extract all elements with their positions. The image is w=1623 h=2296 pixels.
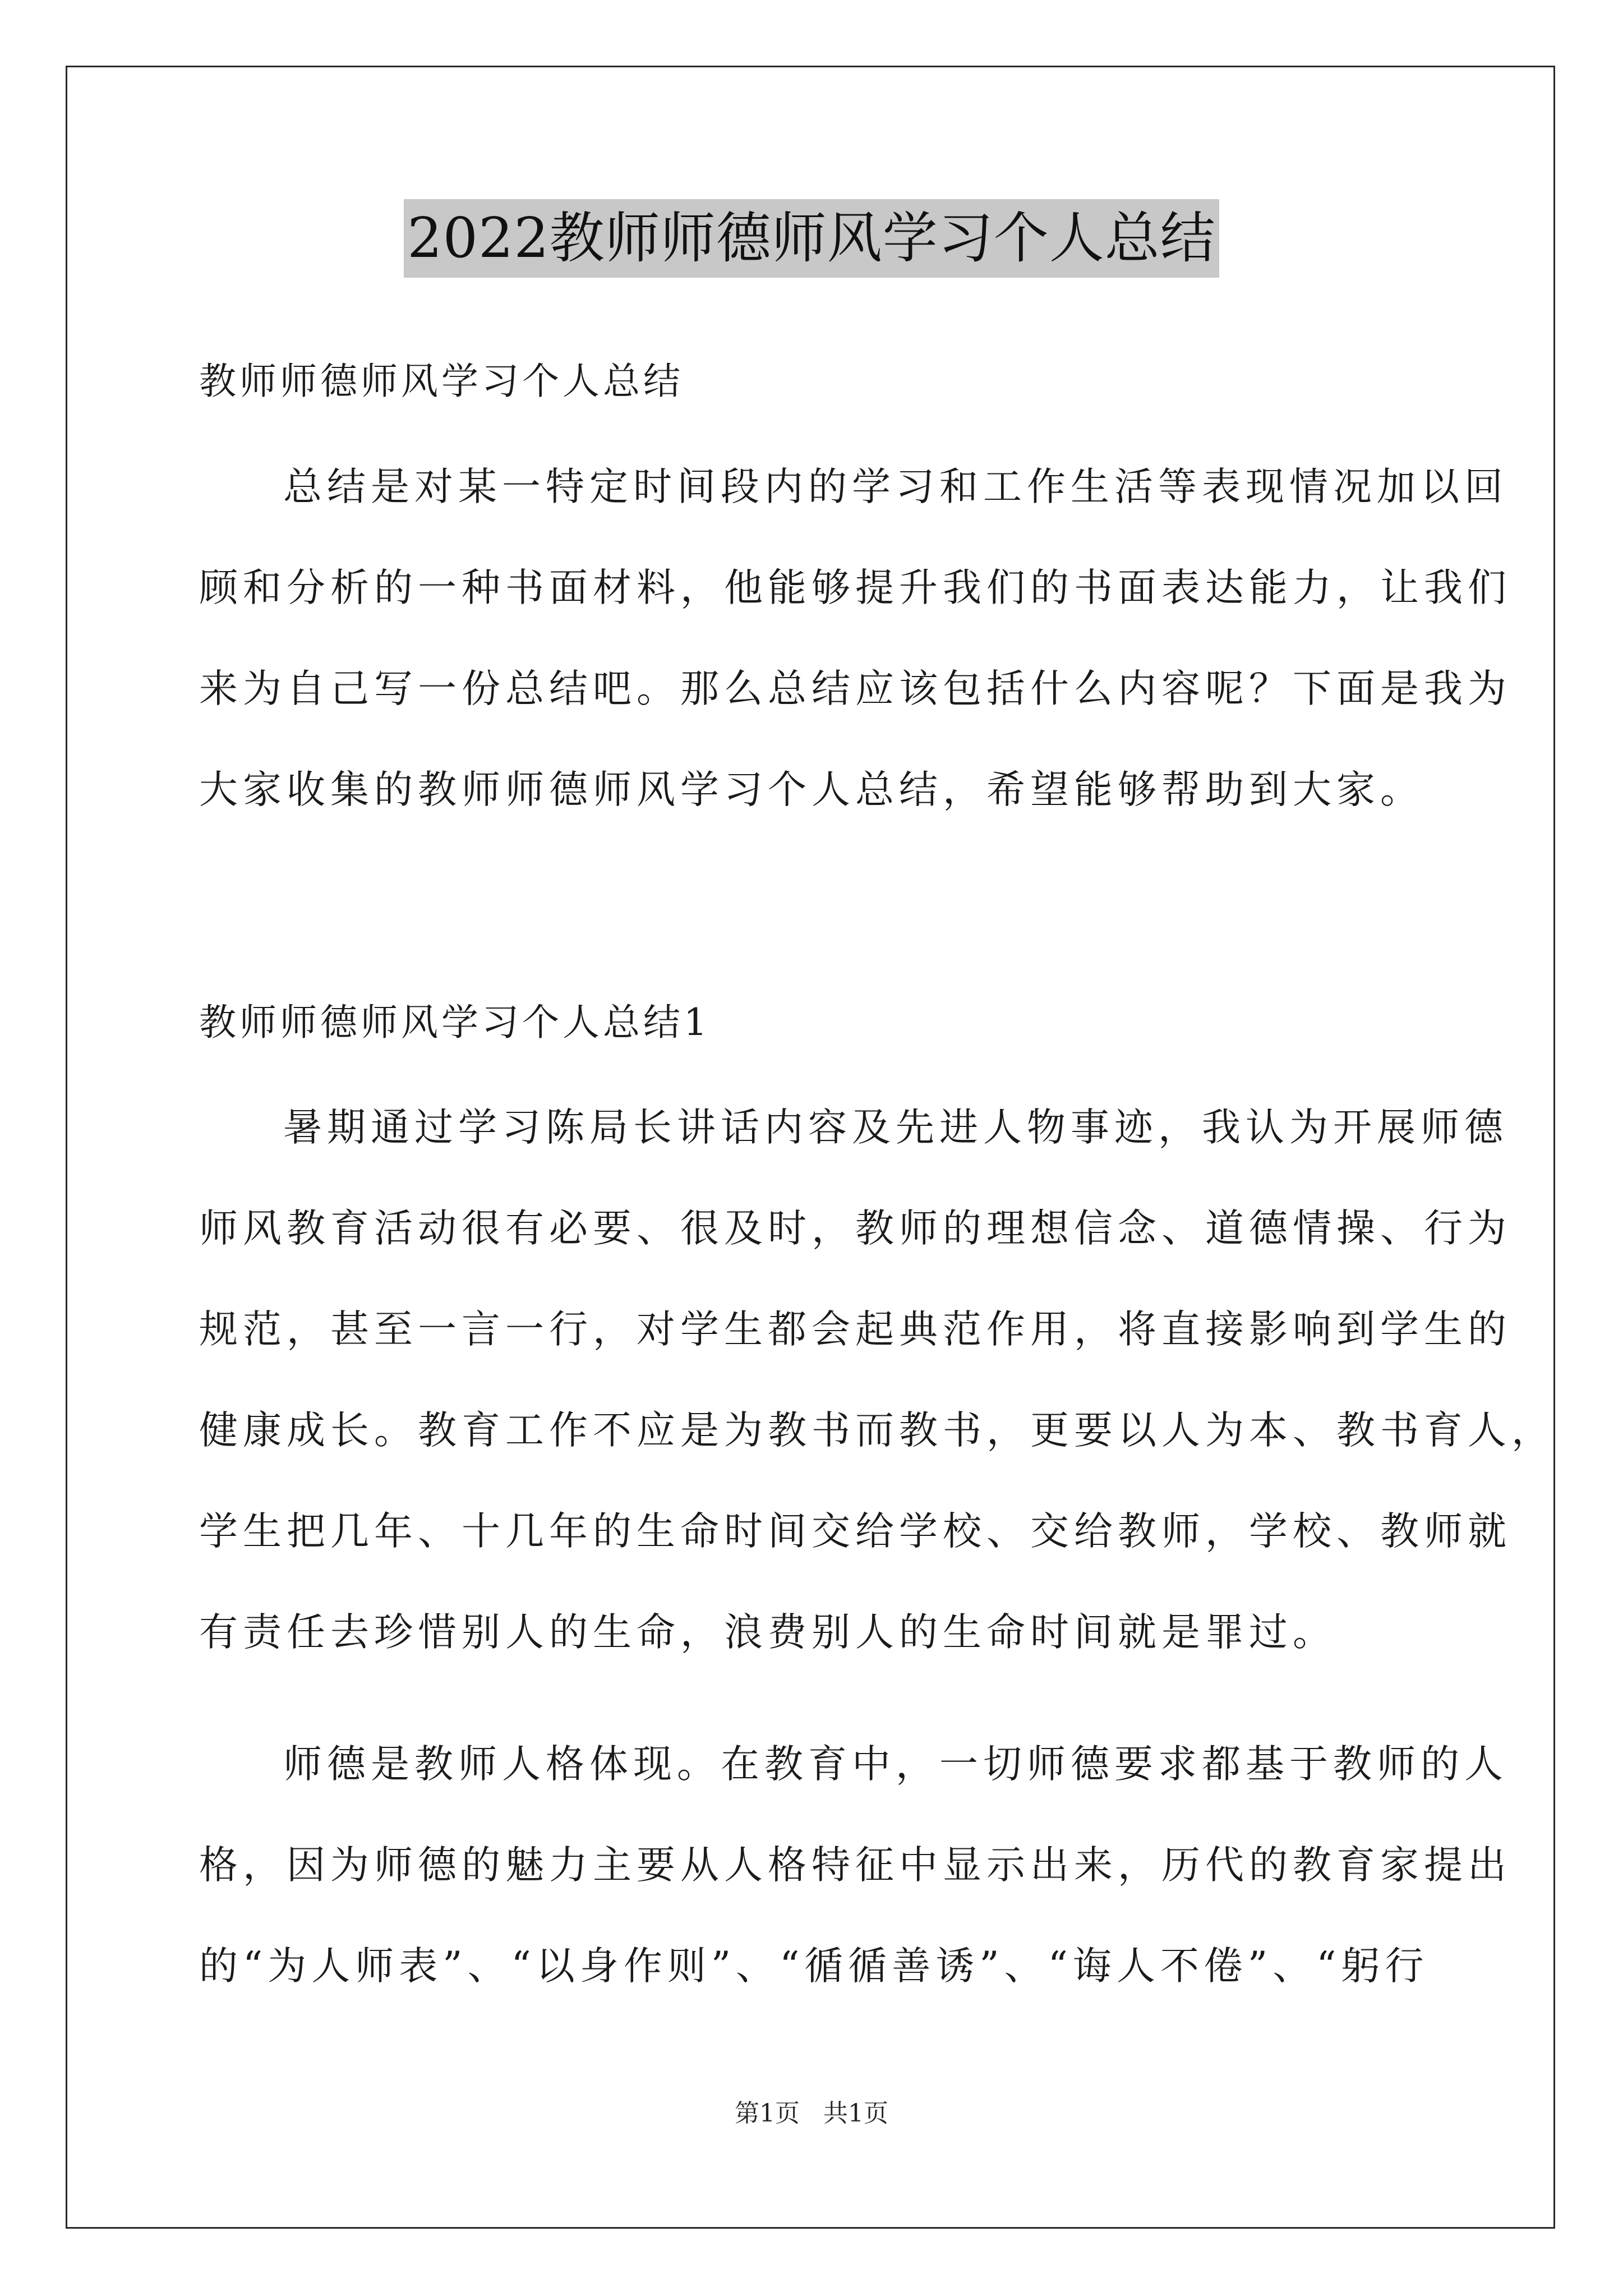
document-title: 2022教师师德师风学习个人总结 bbox=[404, 199, 1219, 278]
page-number-label: 第1页 共1页 bbox=[735, 2099, 888, 2128]
intro-line: 来为自己写一份总结吧。那么总结应该包括什么内容呢？下面是我为 bbox=[199, 666, 1511, 711]
paragraph-line: 健康成长。教育工作不应是为教书而教书，更要以人为本、教书育人， bbox=[199, 1408, 1555, 1453]
paragraph-line: 学生把几年、十几年的生命时间交给学校、交给教师，学校、教师就 bbox=[199, 1509, 1511, 1554]
title-container bbox=[0, 199, 1623, 278]
intro-line: 总结是对某一特定时间段内的学习和工作生活等表现情况加以回 bbox=[283, 464, 1508, 509]
paragraph-line: 师德是教师人格体现。在教育中，一切师德要求都基于教师的人 bbox=[283, 1742, 1508, 1787]
page-footer bbox=[0, 2097, 1623, 2131]
document-subtitle: 教师师德师风学习个人总结 bbox=[199, 360, 684, 403]
paragraph-line: 规范，甚至一言一行，对学生都会起典范作用，将直接影响到学生的 bbox=[199, 1307, 1511, 1352]
intro-line: 顾和分析的一种书面材料，他能够提升我们的书面表达能力，让我们 bbox=[199, 565, 1511, 610]
paragraph-line: 有责任去珍惜别人的生命，浪费别人的生命时间就是罪过。 bbox=[199, 1610, 1336, 1655]
paragraph-1 bbox=[199, 1077, 1555, 1683]
section-heading: 教师师德师风学习个人总结1 bbox=[199, 1001, 711, 1044]
paragraph-line: 格，因为师德的魅力主要从人格特征中显示出来，历代的教育家提出 bbox=[199, 1843, 1511, 1888]
intro-line: 大家收集的教师师德师风学习个人总结，希望能够帮助到大家。 bbox=[199, 767, 1424, 812]
paragraph-line: 师风教育活动很有必要、很及时，教师的理想信念、道德情操、行为 bbox=[199, 1206, 1511, 1251]
paragraph-line: 暑期通过学习陈局长讲话内容及先进人物事迹，我认为开展师德 bbox=[283, 1105, 1508, 1150]
paragraph-2 bbox=[199, 1714, 1511, 2017]
paragraph-line: 的“为人师表”、“以身作则”、“循循善诱”、“诲人不倦”、“躬行 bbox=[199, 1944, 1429, 1989]
intro-paragraph bbox=[199, 436, 1511, 840]
